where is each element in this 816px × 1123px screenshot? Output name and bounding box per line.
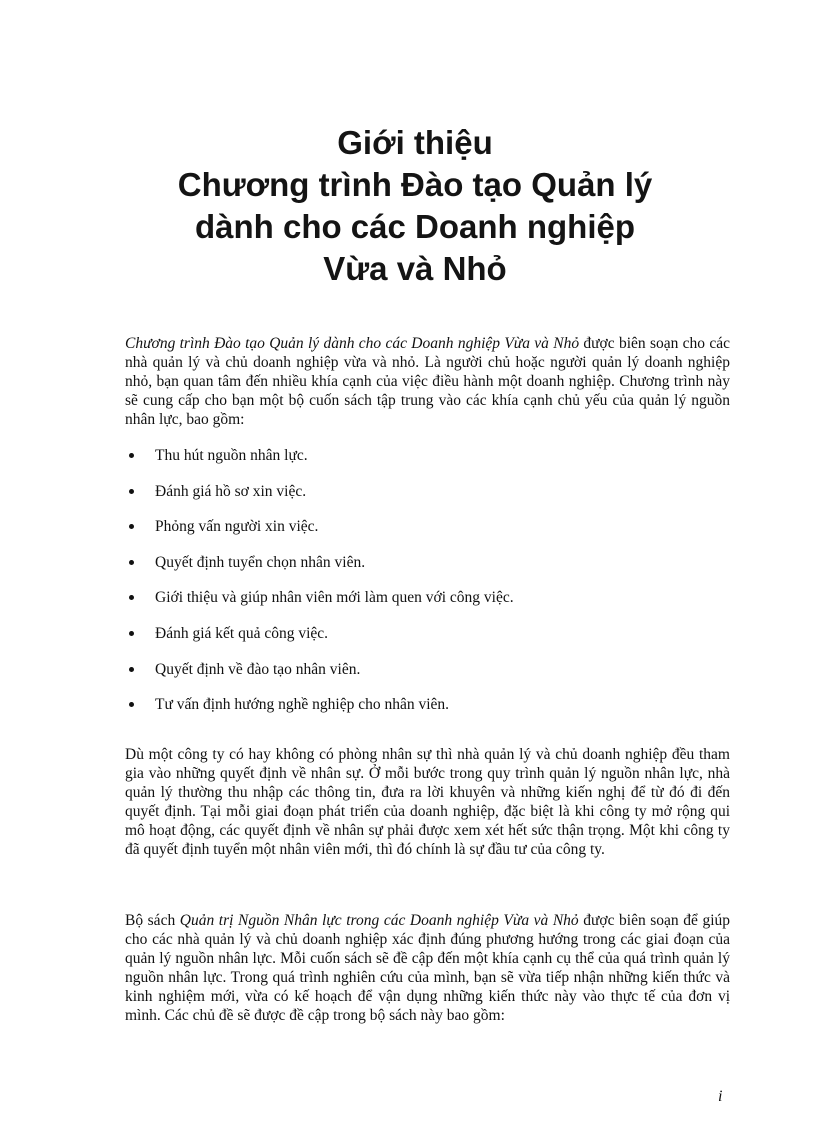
list-item: Quyết định về đào tạo nhân viên.	[125, 660, 725, 696]
intro-paragraph	[125, 334, 730, 429]
title-line-2: Chương trình Đào tạo Quản lý	[177, 166, 653, 203]
list-item: Giới thiệu và giúp nhân viên mới làm quen với công việc.	[125, 588, 725, 624]
list-item: Thu hút nguồn nhân lực.	[125, 446, 725, 482]
intro-text: được biên soạn cho các nhà quản lý và chủ doanh nghiệp vừa và nhỏ. Là người chủ hoặc người quản lý doanh nghiệp nhỏ, bạn quan tâm đến nhiều khía cạnh của việc điều hành một doanh nghiệp. Chương trình này sẽ cung cấp cho bạn một bộ cuốn sách tập trung vào các khía cạnh chủ yếu của quản lý nguồn nhân lực, bao gồm:	[125, 335, 731, 428]
list-item: Phỏng vấn người xin việc.	[125, 517, 725, 553]
bullet-icon	[129, 631, 134, 636]
list-item: Đánh giá hồ sơ xin việc.	[125, 482, 725, 518]
list-item: Đánh giá kết quả công việc.	[125, 624, 725, 660]
page-title	[100, 122, 730, 290]
intro-italic-lead: Chương trình Đào tạo Quản lý dành cho các Doanh nghiệp Vừa và Nhỏ	[125, 335, 580, 352]
list-item: Tư vấn định hướng nghề nghiệp cho nhân viên.	[125, 695, 725, 731]
title-line-1: Giới thiệu	[337, 124, 493, 161]
page-number: i	[718, 1088, 723, 1105]
bullet-icon	[129, 560, 134, 565]
title-line-4: Vừa và Nhỏ	[323, 250, 507, 287]
paragraph-3	[125, 911, 730, 1025]
paragraph-3-lead: Bộ sách	[125, 912, 180, 929]
bullet-icon	[129, 489, 134, 494]
bullet-icon	[129, 667, 134, 672]
paragraph-3-text: được biên soạn để giúp cho các nhà quản lý và chủ doanh nghiệp xác định đúng phương hướng trong các giai đoạn của quản lý nguồn nhân lực. Mỗi cuốn sách sẽ đề cập đến một khía cạnh cụ thể của quá trình quản lý nguồn nhân lực. Trong quá trình nghiên cứu của mình, bạn sẽ vừa tiếp nhận những kiến thức và kinh nghiệm mới, vừa có kế hoạch để vận dụng những kiến thức này vào thực tế của đơn vị mình. Các chủ đề sẽ được đề cập trong bộ sách này bao gồm:	[125, 912, 730, 1024]
bullet-icon	[129, 702, 134, 707]
bullet-icon	[129, 595, 134, 600]
paragraph-2: Dù một công ty có hay không có phòng nhân sự thì nhà quản lý và chủ doanh nghiệp đều tham gia vào những quyết định về nhân sự. Ở mỗi bước trong quy trình quản lý nguồn nhân lực, nhà quản lý thường thu nhập các thông tin, đưa ra lời khuyên và những kiến nghị để từ đó đi đến quyết định. Tại mỗi giai đoạn phát triển của doanh nghiệp, đặc biệt là khi công ty mở rộng qui mô hoạt động, các quyết định về nhân sự phải được xem xét hết sức thận trọng. Một khi công ty đã quyết định tuyển một nhân viên mới, thì đó chính là sự đầu tư của công ty.	[125, 746, 730, 858]
title-line-3: dành cho các Doanh nghiệp	[194, 208, 636, 245]
bullet-icon	[129, 524, 134, 529]
list-item: Quyết định tuyển chọn nhân viên.	[125, 553, 725, 589]
paragraph-3-italic: Quản trị Nguồn Nhân lực trong các Doanh nghiệp Vừa và Nhỏ	[179, 912, 579, 929]
bullet-icon	[129, 453, 134, 458]
hr-topics-list	[125, 446, 725, 731]
